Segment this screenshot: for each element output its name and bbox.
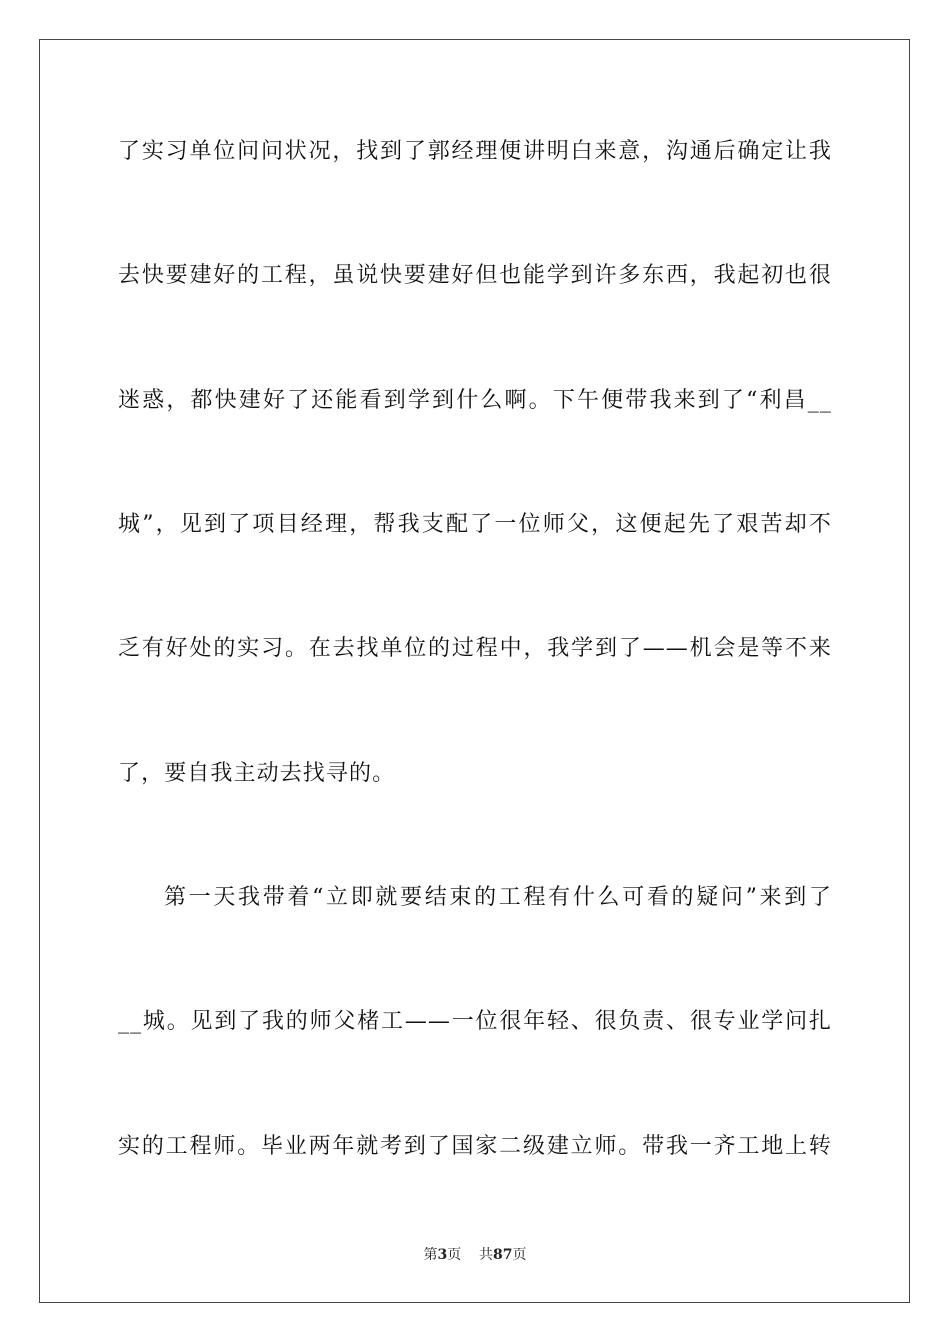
text-line: 去快要建好的工程，虽说快要建好但也能学到许多东西，我起初也很 <box>118 263 832 288</box>
text-line: 乏有好处的实习。在去找单位的过程中，我学到了——机会是等不来 <box>118 636 832 661</box>
text-line: __城。见到了我的师父楮工——一位很年轻、很负责、很专业学问扎 <box>118 1009 832 1034</box>
footer-prefix: 第 <box>423 1247 438 1263</box>
page-border <box>39 39 910 1303</box>
text-line: 城”，见到了项目经理，帮我支配了一位师父，这便起先了艰苦却不 <box>118 512 832 537</box>
text-line: 实的工程师。毕业两年就考到了国家二级建立师。带我一齐工地上转 <box>118 1134 832 1159</box>
paragraph-first-line: 第一天我带着“立即就要结束的工程有什么可看的疑问”来到了 <box>164 885 832 910</box>
footer-mid: 页 共 <box>447 1247 494 1263</box>
current-page-number: 3 <box>437 1247 448 1263</box>
text-line: 迷惑，都快建好了还能看到学到什么啊。下午便带我来到了“利昌__ <box>118 388 832 413</box>
page-footer <box>0 1245 950 1265</box>
text-line: 了实习单位问问状况，找到了郭经理便讲明白来意，沟通后确定让我 <box>118 139 832 164</box>
total-pages-number: 87 <box>493 1247 513 1263</box>
text-line: 了，要自我主动去找寻的。 <box>118 761 396 786</box>
footer-suffix: 页 <box>512 1247 527 1263</box>
